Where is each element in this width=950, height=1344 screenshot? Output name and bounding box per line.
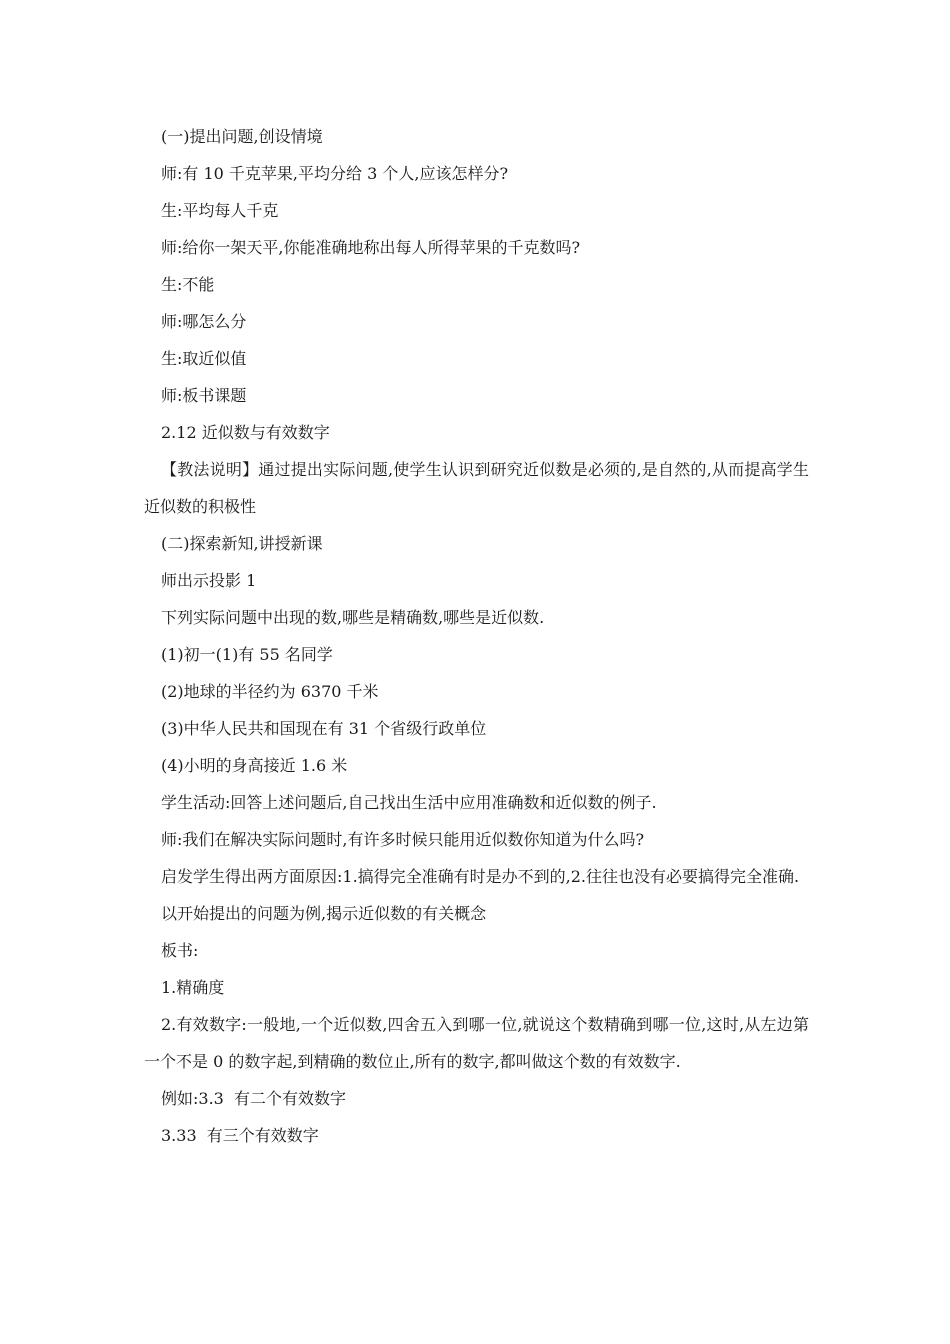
dialogue-line: 师:哪怎么分 xyxy=(161,312,247,331)
dialogue-line: 师:有 10 千克苹果,平均分给 3 个人,应该怎样分? xyxy=(161,164,509,183)
definition-paragraph: 2.有效数字:一般地,一个近似数,四舍五入到哪一位,就说这个数精确到哪一位,这时,从左边第一个不是 0 的数字起,到精确的数位止,所有的数字,都叫做这个数的有效数字. xyxy=(144,1015,809,1071)
body-line: 师出示投影 1 xyxy=(161,571,257,590)
body-paragraph: 启发学生得出两方面原因:1.搞得完全准确有时是办不到的,2.往往也没有必要搞得完全准确. xyxy=(161,867,800,886)
example-line: 3.33 有三个有效数字 xyxy=(161,1126,319,1145)
teaching-note: 【教法说明】通过提出实际问题,使学生认识到研究近似数是必须的,是自然的,从而提高学生近似数的积极性 xyxy=(144,460,809,516)
body-line: 板书: xyxy=(161,941,199,960)
section-heading: (二)探索新知,讲授新课 xyxy=(161,534,323,553)
list-item: (4)小明的身高接近 1.6 米 xyxy=(161,756,348,775)
body-line: 1.精确度 xyxy=(161,978,225,997)
section-heading: (一)提出问题,创设情境 xyxy=(161,127,323,146)
dialogue-line: 生:取近似值 xyxy=(161,349,247,368)
body-line: 以开始提出的问题为例,揭示近似数的有关概念 xyxy=(161,904,487,923)
body-line: 下列实际问题中出现的数,哪些是精确数,哪些是近似数. xyxy=(161,608,545,627)
dialogue-line: 生:平均每人千克 xyxy=(161,201,279,220)
document-body xyxy=(144,118,809,1154)
dialogue-line: 师:我们在解决实际问题时,有许多时候只能用近似数你知道为什么吗? xyxy=(161,830,645,849)
dialogue-line: 师:板书课题 xyxy=(161,386,247,405)
list-item: (3)中华人民共和国现在有 31 个省级行政单位 xyxy=(161,719,487,738)
body-line: 学生活动:回答上述问题后,自己找出生活中应用准确数和近似数的例子. xyxy=(161,793,657,812)
dialogue-line: 生:不能 xyxy=(161,275,215,294)
list-item: (2)地球的半径约为 6370 千米 xyxy=(161,682,379,701)
lesson-title: 2.12 近似数与有效数字 xyxy=(161,423,330,442)
dialogue-line: 师:给你一架天平,你能准确地称出每人所得苹果的千克数吗? xyxy=(161,238,581,257)
example-line: 例如:3.3 有二个有效数字 xyxy=(161,1089,347,1108)
list-item: (1)初一(1)有 55 名同学 xyxy=(161,645,333,664)
